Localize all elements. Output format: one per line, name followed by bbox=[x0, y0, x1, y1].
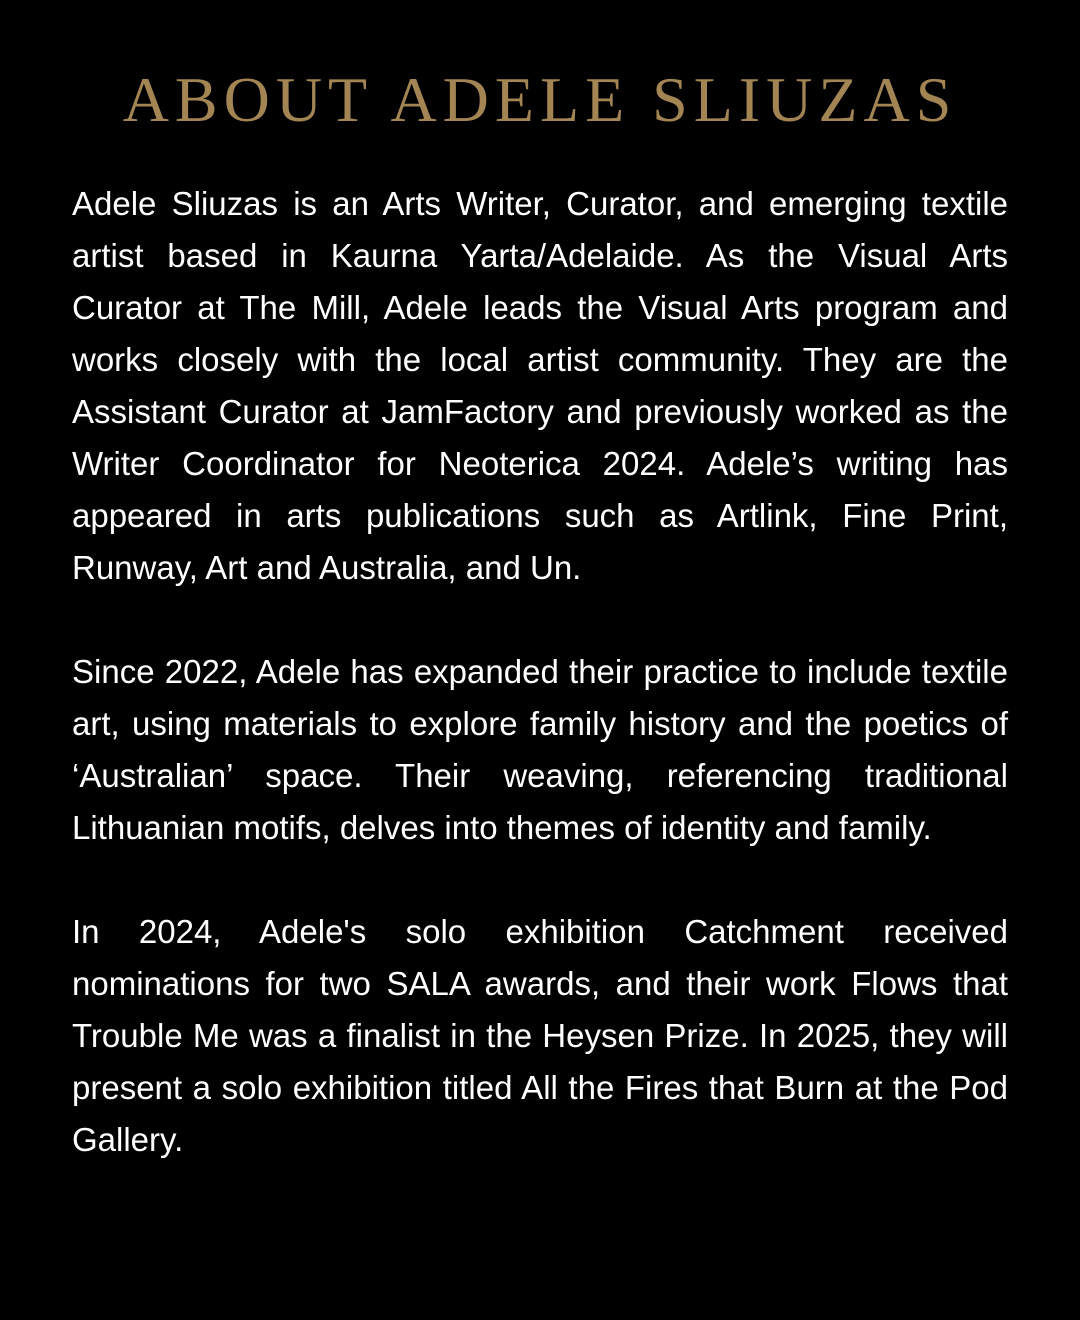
bio-paragraph-achievements: In 2024, Adele's solo exhibition Catchment received nominations for two SALA awards, and their work Flows that Trouble Me was a finalist in the Heysen Prize. In 2025, they will present a solo exhibition titled All the Fires that Burn at the Pod Gallery. bbox=[72, 913, 1008, 1158]
bio-content bbox=[72, 178, 1008, 1166]
bio-paragraph-practice: Since 2022, Adele has expanded their practice to include textile art, using materials to explore family history and the poetics of ‘Australian’ space. Their weaving, referencing traditional Lithuanian motifs, delves into themes of identity and family. bbox=[72, 653, 1008, 846]
page-title: ABOUT ADELE SLIUZAS bbox=[122, 64, 958, 135]
bio-paragraph-intro: Adele Sliuzas is an Arts Writer, Curator, and emerging textile artist based in Kaurna Yarta/Adelaide. As the Visual Arts Curator at The Mill, Adele leads the Visual Arts program and works closely with the local artist community. They are the Assistant Curator at JamFactory and previously worked as the Writer Coordinator for Neoterica 2024. Adele’s writing has appeared in arts publications such as Artlink, Fine Print, Runway, Art and Australia, and Un. bbox=[72, 185, 1008, 586]
